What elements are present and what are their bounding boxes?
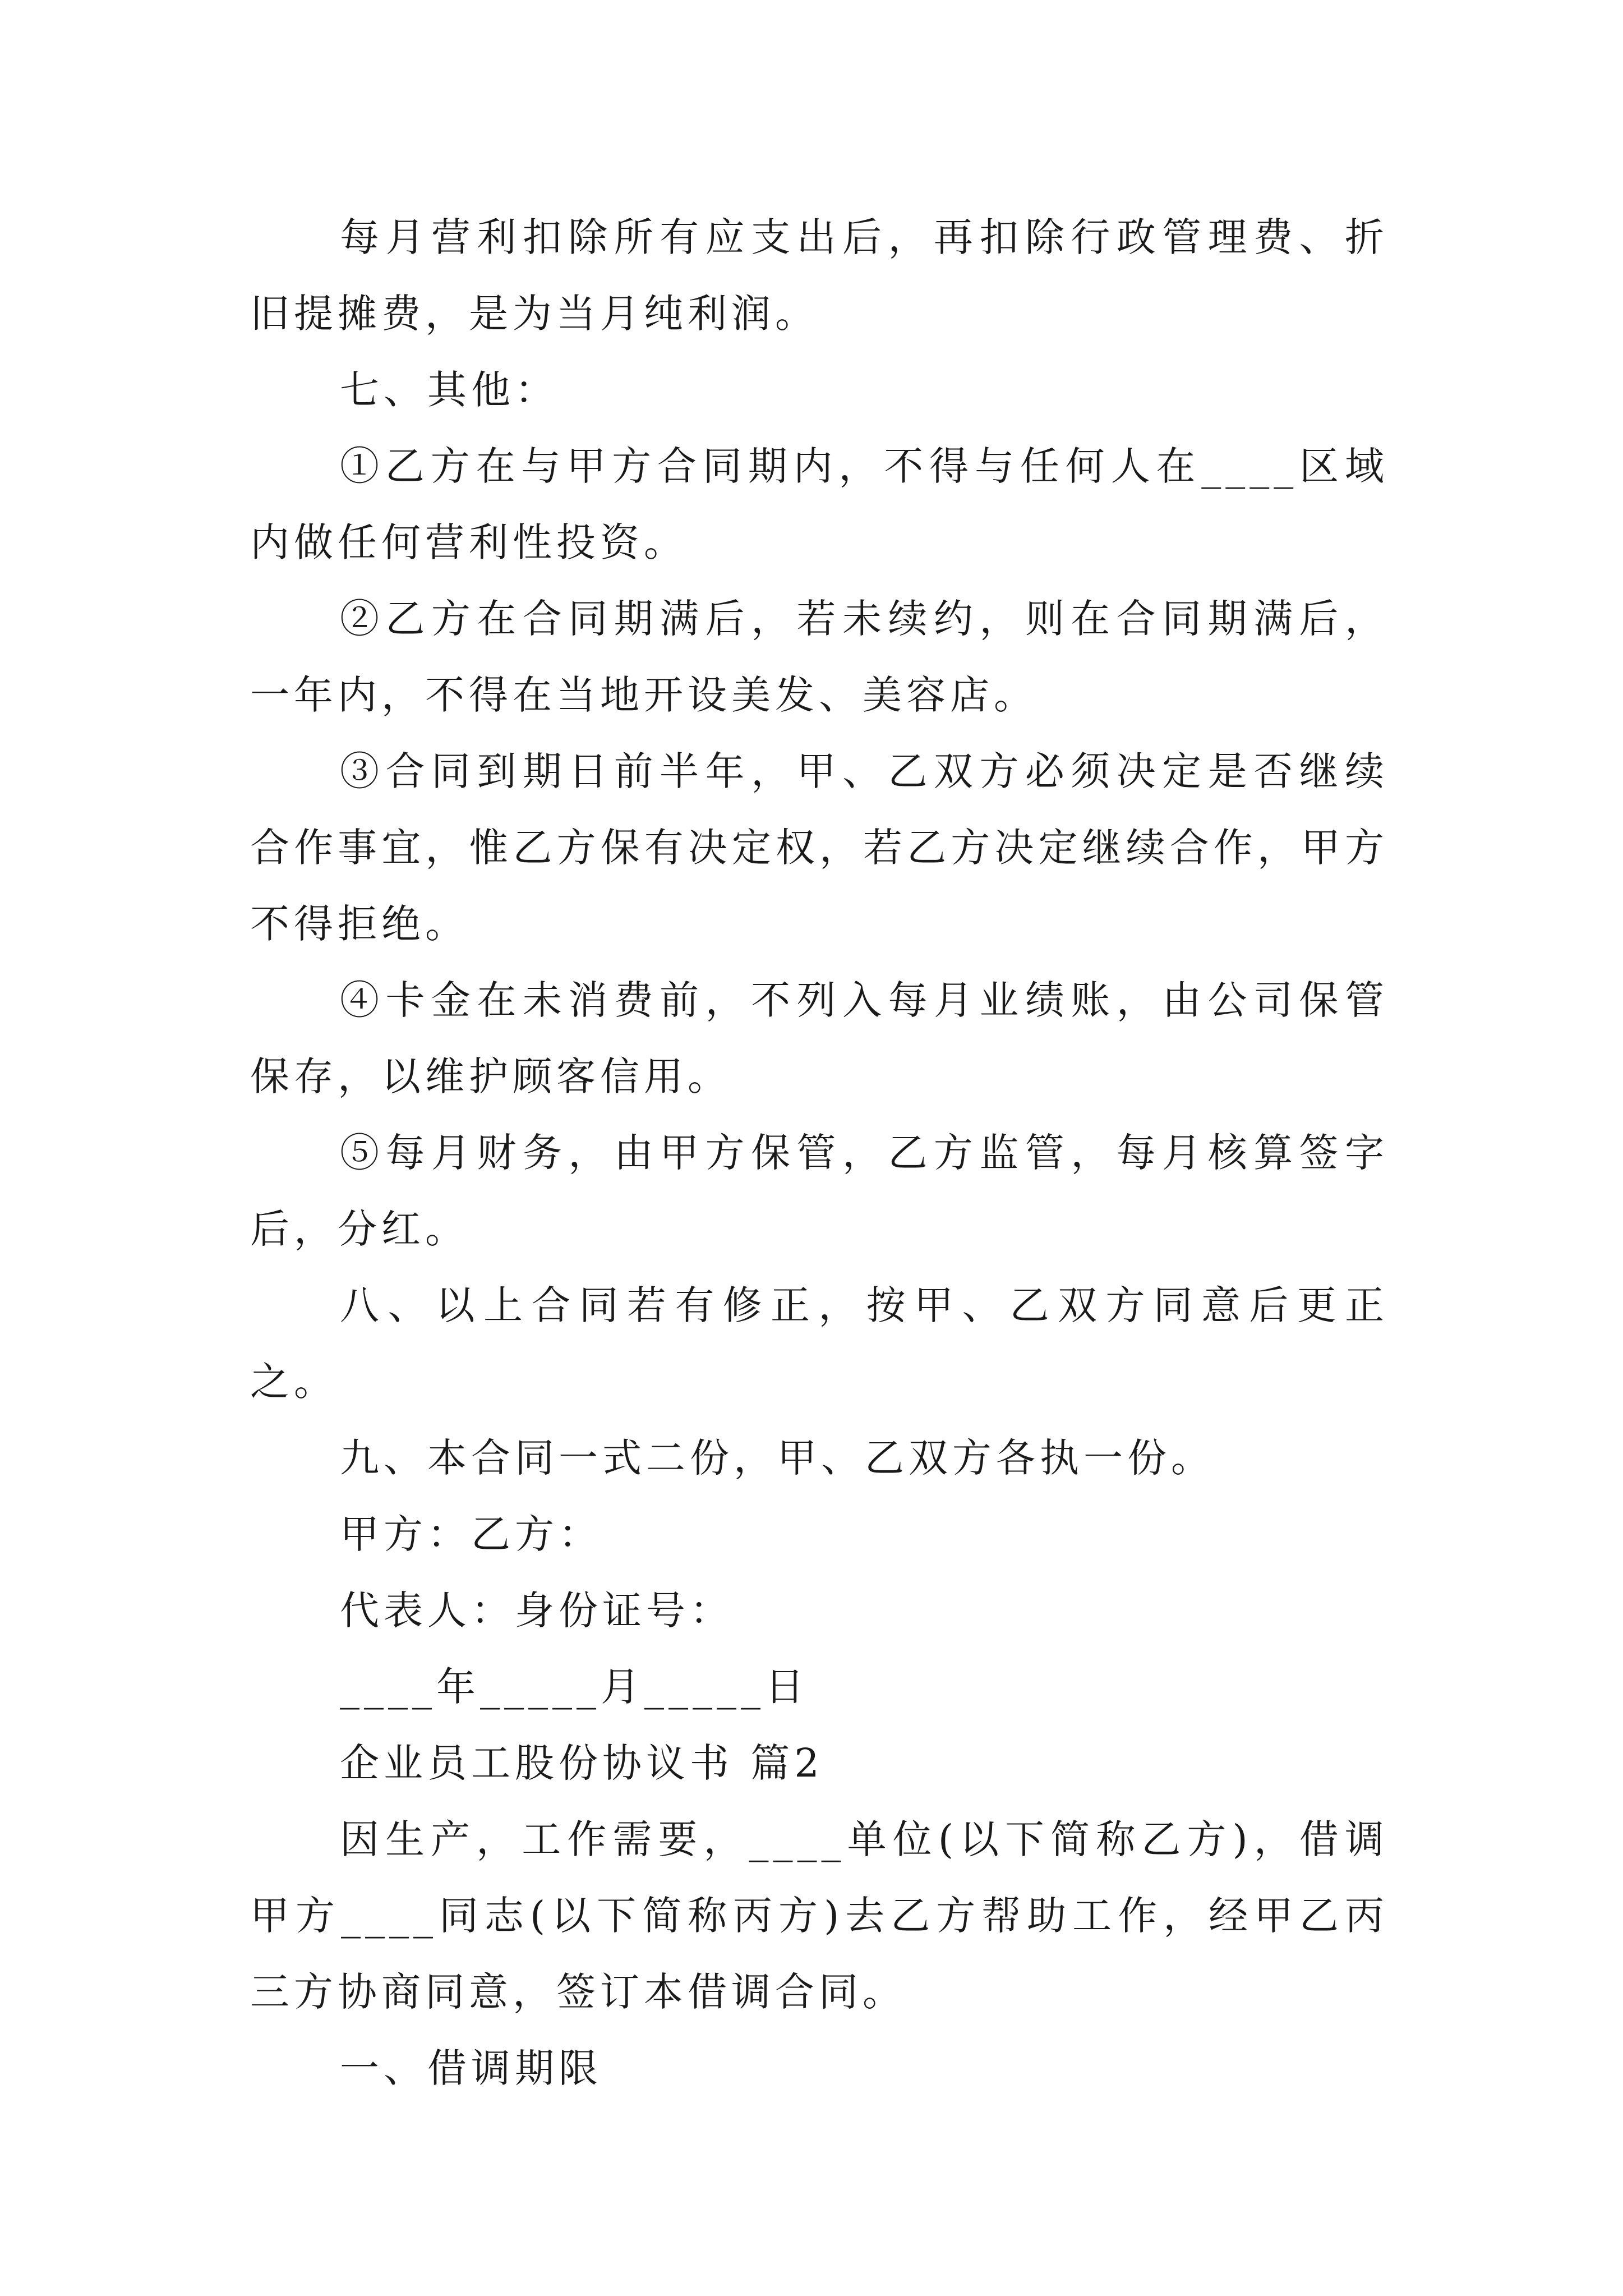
signature-parties: 甲方：乙方：	[340, 1511, 602, 1557]
section-nine: 九、本合同一式二份，甲、乙双方各执一份。	[340, 1435, 1215, 1481]
intro-paragraph: 因生产，工作需要，____单位(以下简称乙方)，借调甲方____同志(以下简称丙方)去乙方帮助工作，经甲乙丙三方协商同意，签订本借调合同。	[250, 1816, 1389, 2015]
clause-2: ②乙方在合同期满后，若未续约，则在合同期满后，一年内，不得在当地开设美发、美容店。	[250, 596, 1389, 718]
clause-4: ④卡金在未消费前，不列入每月业绩账，由公司保管保存，以维护顾客信用。	[250, 977, 1389, 1099]
section-heading-other: 七、其他：	[340, 367, 559, 413]
document-body	[250, 199, 1389, 2106]
clause-1: ①乙方在与甲方合同期内，不得与任何人在____区域内做任何营利性投资。	[250, 443, 1389, 565]
paragraph-net-profit: 每月营利扣除所有应支出后，再扣除行政管理费、折旧提摊费，是为当月纯利润。	[250, 214, 1389, 337]
signature-date: ____年_____月_____日	[340, 1664, 809, 1710]
clause-5: ⑤每月财务，由甲方保管，乙方监管，每月核算签字后，分红。	[250, 1130, 1389, 1252]
section-secondment-period: 一、借调期限	[340, 2045, 602, 2091]
section-eight: 八、以上合同若有修正，按甲、乙双方同意后更正之。	[250, 1282, 1389, 1405]
signature-representative: 代表人：身份证号：	[340, 1588, 734, 1634]
agreement-title: 企业员工股份协议书 篇2	[340, 1740, 824, 1786]
clause-3: ③合同到期日前半年，甲、乙双方必须决定是否继续合作事宜，惟乙方保有决定权，若乙方决定继续合作，甲方不得拒绝。	[250, 748, 1389, 947]
